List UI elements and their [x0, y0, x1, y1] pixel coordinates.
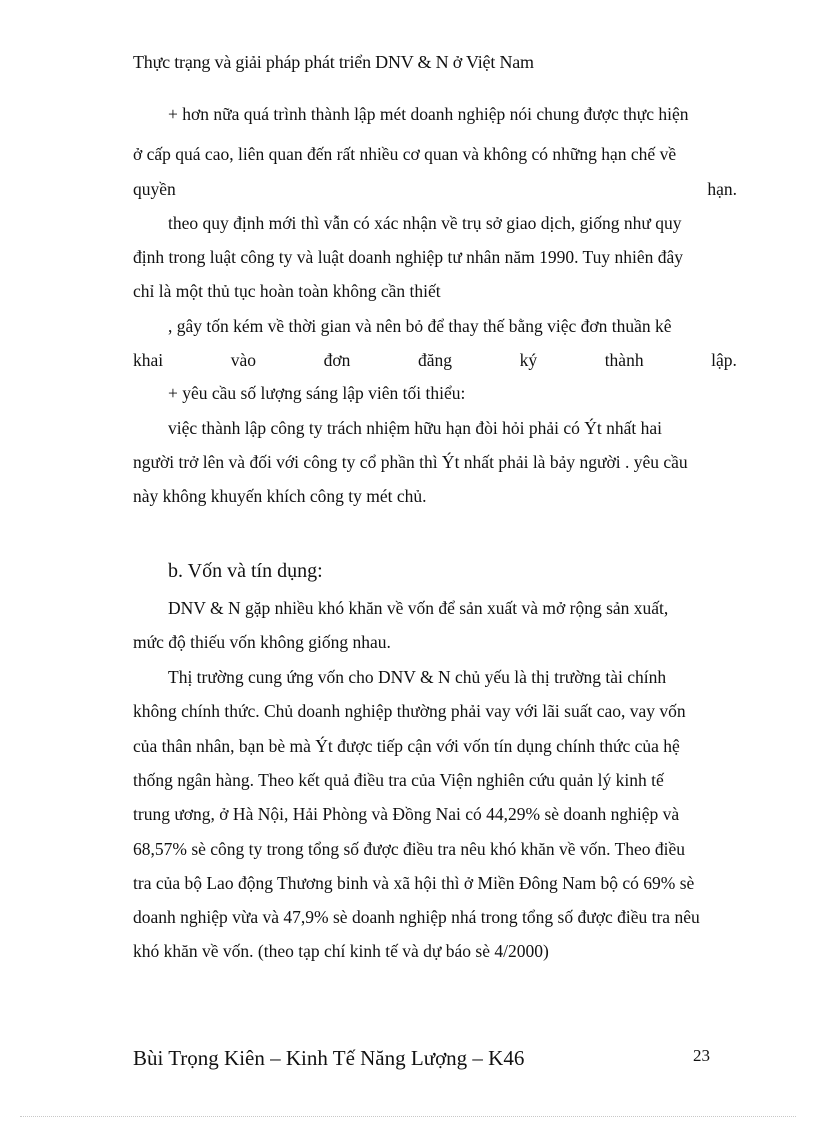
text-line: định trong luật công ty và luật doanh nghiệp tư nhân năm 1990. Tuy nhiên đây	[133, 247, 683, 267]
text-line: + yêu cầu số lượng sáng lập viên tối thiểu:	[168, 383, 466, 403]
text-line: khó khăn về vốn. (theo tạp chí kinh tế và dự báo sè 4/2000)	[133, 941, 549, 961]
text-line: của thân nhân, bạn bè mà Ýt được tiếp cận với vốn tín dụng chính thức của hệ	[133, 736, 680, 756]
word: ký	[519, 350, 538, 370]
text-line-justified	[133, 350, 737, 371]
text-line: tra của bộ Lao động Thương binh và xã hội thì ở Miền Đông Nam bộ có 69% sè	[133, 873, 695, 893]
text-line: theo quy định mới thì vẫn có xác nhận về trụ sở giao dịch, giống như quy	[168, 213, 682, 233]
text-line: Thị trường cung ứng vốn cho DNV & N chủ yếu là thị trường tài chính	[168, 667, 667, 687]
word: đơn	[323, 350, 351, 370]
text-line: chỉ là một thủ tục hoàn toàn không cần thiết	[133, 281, 441, 301]
page-bottom-divider	[20, 1116, 796, 1117]
text-line: việc thành lập công ty trách nhiệm hữu hạn đòi hỏi phải có Ýt nhất hai	[168, 418, 663, 438]
text-line: thống ngân hàng. Theo kết quả điều tra của Viện nghiên cứu quản lý kinh tế	[133, 770, 664, 790]
word: hạn.	[707, 179, 737, 199]
text-line: doanh nghiệp vừa và 47,9% sè doanh nghiệp nhá trong tổng số được điều tra nêu	[133, 907, 700, 927]
word: lập.	[711, 350, 737, 370]
page-header: Thực trạng và giải pháp phát triển DNV & N ở Việt Nam	[133, 52, 534, 72]
text-line: ở cấp quá cao, liên quan đến rất nhiều cơ quan và không có những hạn chế về	[133, 144, 677, 164]
text-line: không chính thức. Chủ doanh nghiệp thường phải vay với lãi suất cao, vay vốn	[133, 701, 686, 721]
section-heading: b. Vốn và tín dụng:	[168, 560, 323, 582]
page-number: 23	[693, 1046, 710, 1065]
text-line: + hơn nữa quá trình thành lập mét doanh nghiệp nói chung được thực hiện	[168, 104, 689, 124]
word: vào	[230, 350, 257, 370]
word: thành	[604, 350, 644, 370]
text-line: này không khuyến khích công ty mét chủ.	[133, 486, 427, 506]
text-line: người trở lên và đối với công ty cổ phần thì Ýt nhất phải là bảy người . yêu cầu	[133, 452, 688, 472]
text-line: mức độ thiếu vốn không giống nhau.	[133, 632, 391, 652]
word: quyền	[133, 179, 176, 199]
footer-author: Bùi Trọng Kiên – Kinh Tế Năng Lượng – K46	[133, 1046, 525, 1070]
word: khai	[133, 350, 164, 370]
text-line: DNV & N gặp nhiều khó khăn về vốn để sản xuất và mở rộng sản xuất,	[168, 598, 669, 618]
text-line: 68,57% sè công ty trong tổng số được điều tra nêu khó khăn về vốn. Theo điều	[133, 839, 686, 859]
word: đăng	[417, 350, 452, 370]
text-line: , gây tốn kém về thời gian và nên bỏ để thay thế bằng việc đơn thuần kê	[168, 316, 672, 336]
text-line-justified	[133, 179, 737, 200]
text-line: trung ương, ở Hà Nội, Hải Phòng và Đồng Nai có 44,29% sè doanh nghiệp và	[133, 804, 680, 824]
